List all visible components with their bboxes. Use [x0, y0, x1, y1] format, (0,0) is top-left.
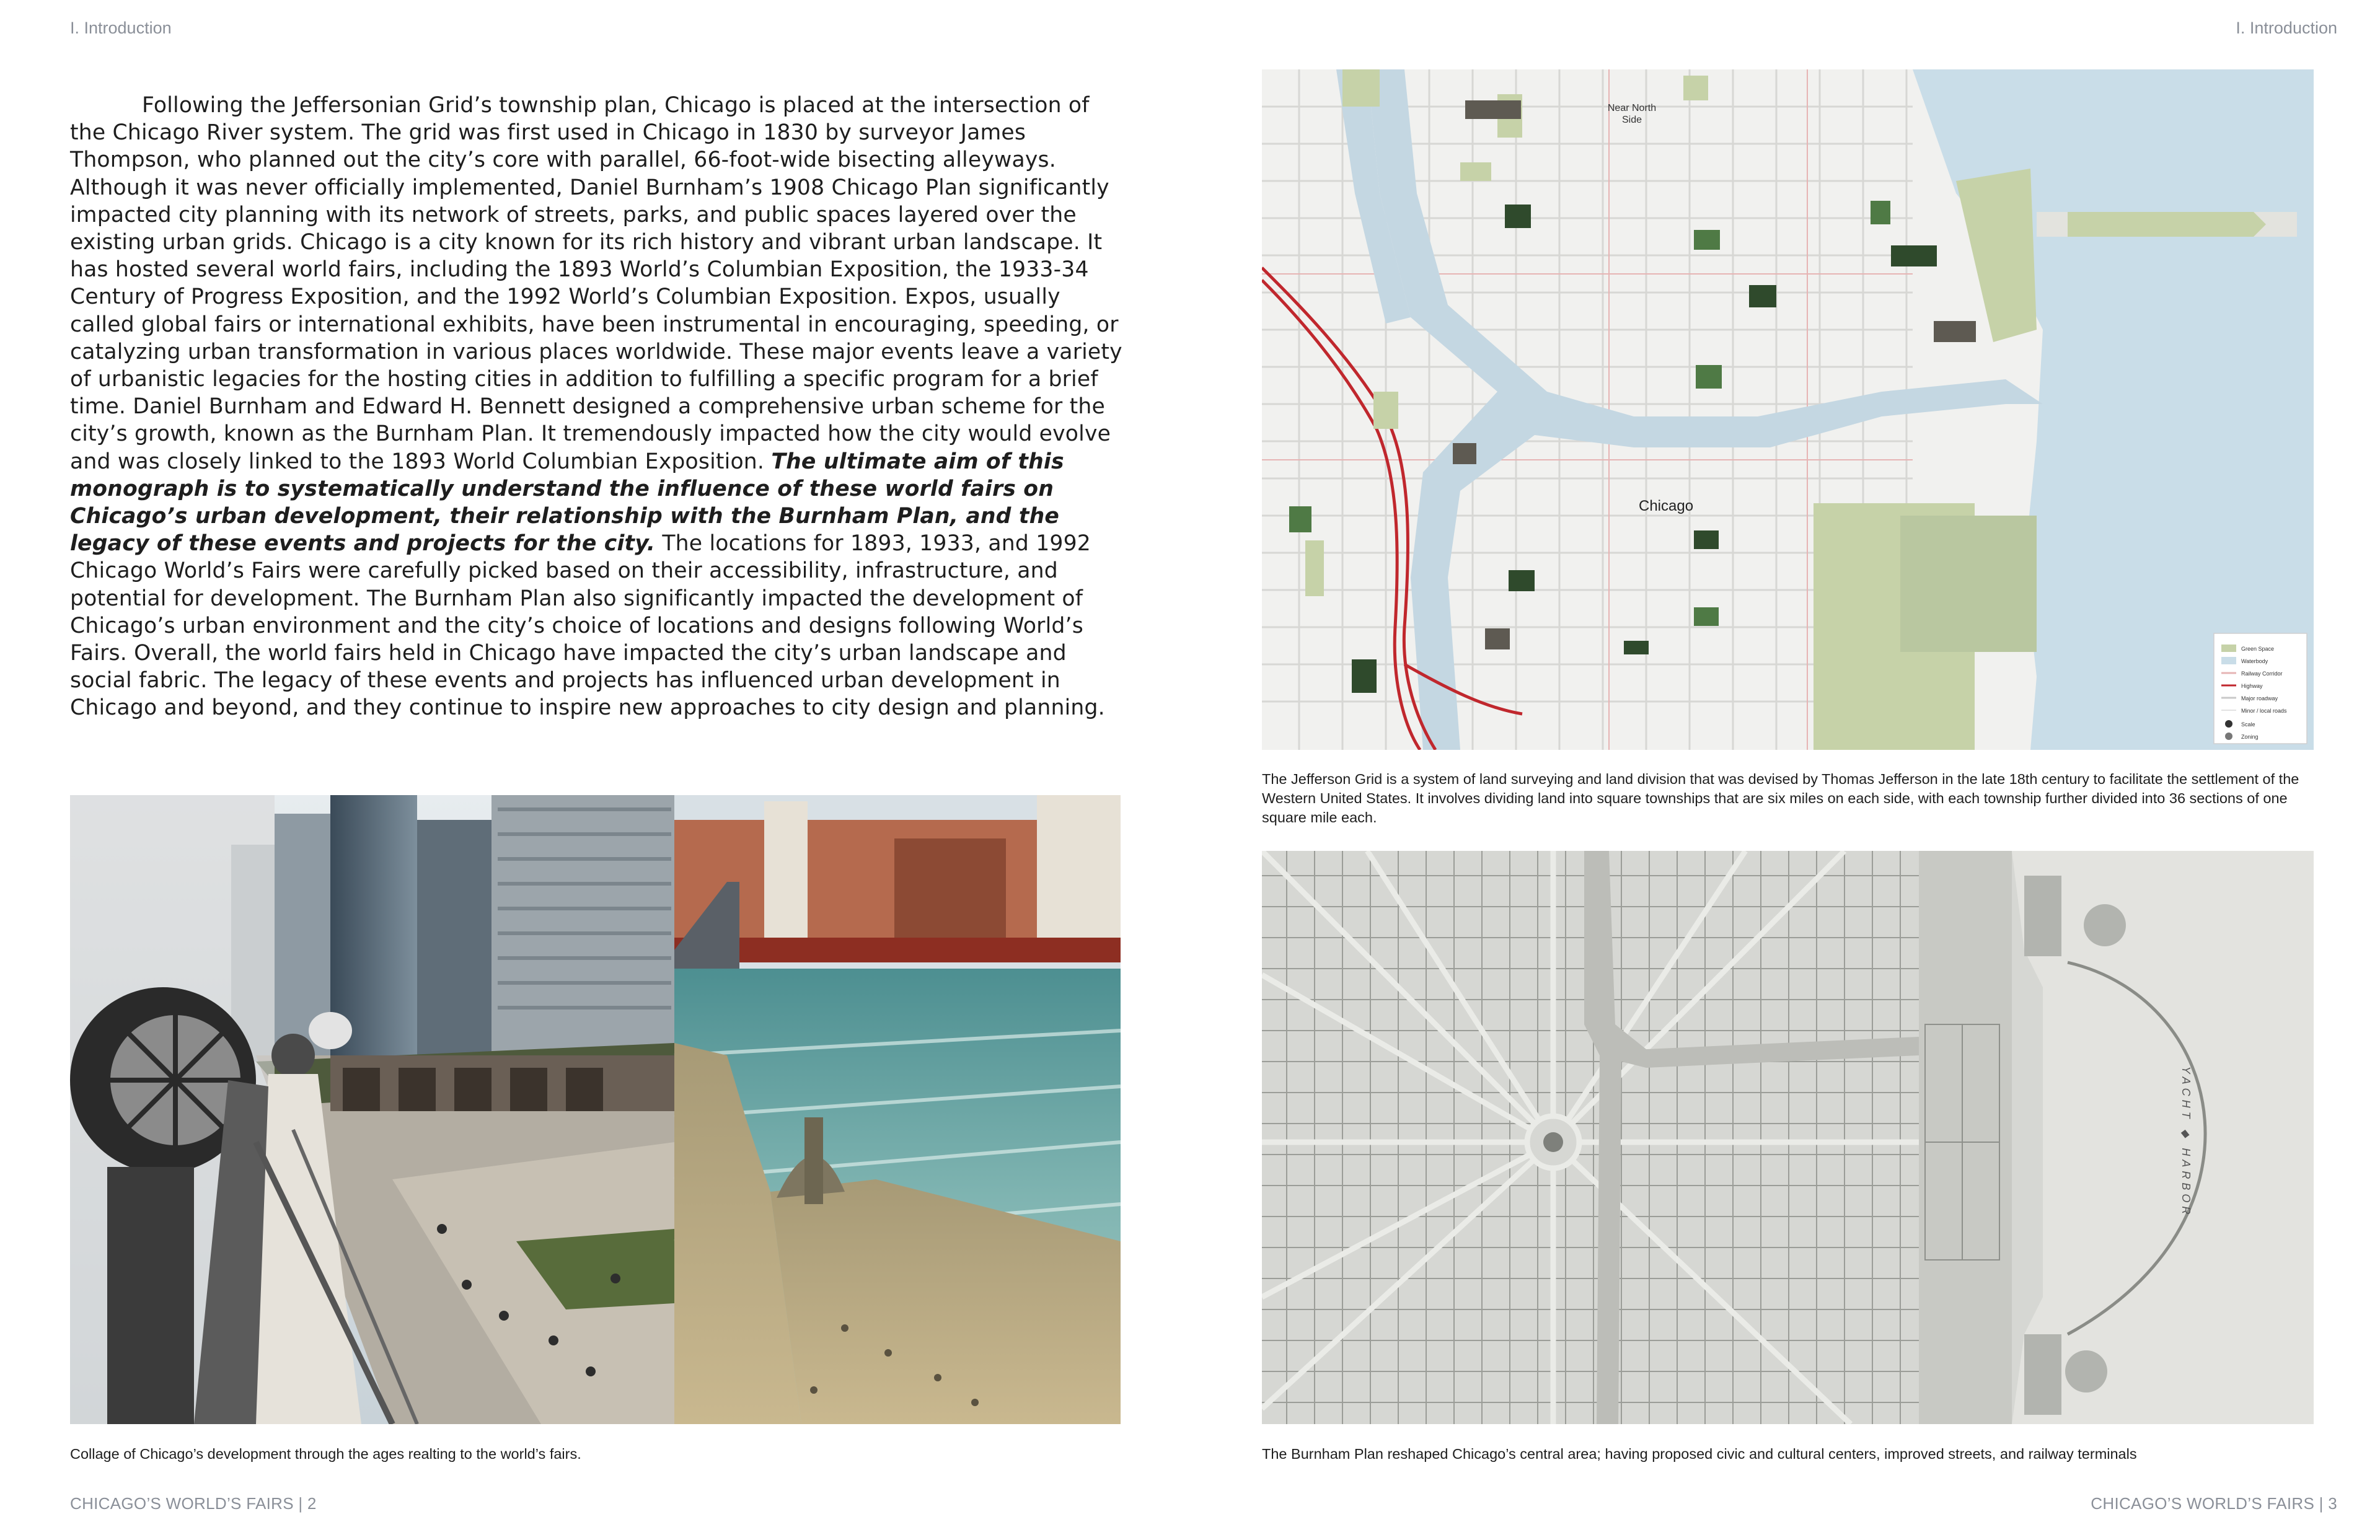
- map-label-city: Chicago: [1639, 498, 1694, 514]
- map-label-near-north-2: Side: [1621, 115, 1642, 125]
- running-head-left: I. Introduction: [70, 19, 172, 37]
- collage-caption: Collage of Chicago’s development through the ages realting to the world’s fairs.: [70, 1446, 581, 1462]
- map-caption: The Jefferson Grid is a system of land surveying and land division that was devised by Thomas Jefferson in the late 18th century to facilitate the settlement of the Western United States. It involves dividing land into square townships that are six miles on each side, with each township further divided into 36 sections of one square mile each.: [1262, 771, 2299, 825]
- plan-caption: The Burnham Plan reshaped Chicago’s central area; having proposed civic and cultural centers, improved streets, and railway terminals: [1262, 1446, 2137, 1462]
- burnham-plan-illustration: [1262, 851, 2314, 1424]
- chicago-grid-map: [1262, 69, 2314, 750]
- map-legend: [2214, 633, 2307, 744]
- legend-label-1: Green Space: [2241, 646, 2275, 652]
- map-label-near-north: Near North: [1607, 103, 1657, 113]
- legend-label-2: Waterbody: [2241, 658, 2268, 664]
- running-head-right: I. Introduction: [2236, 19, 2337, 37]
- collage-illustration: [70, 795, 1121, 1424]
- legend-label-3: Railway Corridor: [2241, 671, 2283, 677]
- plan-label-harbor: YACHT ◆ HARBOR: [2180, 1066, 2192, 1218]
- body-outro: The locations for 1893, 1933, and 1992 Chicago World’s Fairs were carefully picked based on their accessibility, infrastructure, and potential for development. The Burnham Plan also significantly impacted the development of Chicago’s urban environment and the city’s choice of locations and designs following World’s Fairs. Overall, the world fairs held in Chicago have impacted the city’s urban landscape and social fabric. The legacy of these events and projects has influenced urban development in Chicago and beyond, and they continue to inspire new approaches to city design and planning.: [70, 531, 1105, 721]
- body-emphasis: The ultimate aim of this monograph is to systematically understand the influence of these world fairs on Chicago’s urban development, their relationship with the Burnham Plan, and the legacy of these events and projects for the city.: [70, 449, 1064, 557]
- body-text: [70, 92, 1130, 722]
- burnham-plan-image: [1262, 851, 2314, 1424]
- legend-label-8: Zoning: [2241, 734, 2259, 740]
- chicago-collage-image: [70, 795, 1121, 1424]
- body-intro: Following the Jeffersonian Grid’s township plan, Chicago is placed at the intersection of the Chicago River system. The grid was first used in Chicago in 1830 by surveyor James Thompson, who planned out the city’s core with parallel, 66-foot-wide bisecting alleyways. Although it was never officially implemented, Daniel Burnham’s 1908 Chicago Plan significantly impacted city planning with its network of streets, parks, and public spaces layered over the existing urban grids. Chicago is a city known for its rich history and vibrant urban landscape. It has hosted several world fairs, including the 1893 World’s Columbian Exposition, the 1933-34 Century of Progress Exposition, and the 1992 World’s Columbian Exposition. Expos, usually called global fairs or international exhibits, have been instrumental in encouraging, speeding, or catalyzing urban transformation in various places worldwide. These major events leave a variety of urbanistic legacies for the hosting cities in addition to fulfilling a specific program for a brief time. Daniel Burnham and Edward H. Bennett designed a comprehensive urban scheme for the city’s growth, known as the Burnham Plan. It tremendously impacted how the city would evolve and was closely linked to the 1893 World Columbian Exposition.: [70, 93, 1122, 474]
- legend-label-6: Minor / local roads: [2241, 708, 2287, 714]
- grid-map-illustration: [1262, 69, 2314, 750]
- folio-right: CHICAGO’S WORLD’S FAIRS | 3: [2091, 1494, 2337, 1513]
- legend-label-5: Major roadway: [2241, 695, 2278, 702]
- legend-label-4: Highway: [2241, 683, 2263, 689]
- legend-label-7: Scale: [2241, 721, 2255, 728]
- folio-left: CHICAGO’S WORLD’S FAIRS | 2: [70, 1494, 317, 1513]
